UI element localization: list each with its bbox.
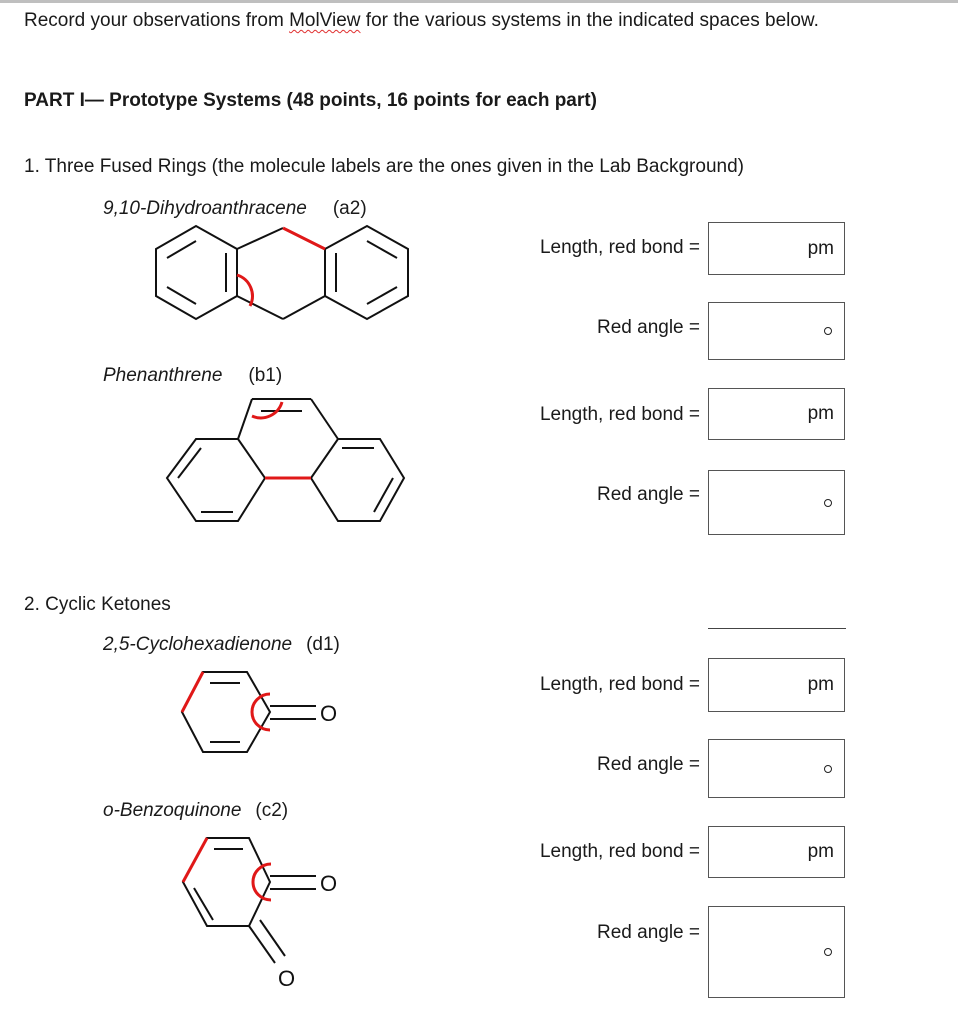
molecule-b1-code: (b1) <box>248 365 283 386</box>
a2-angle-answer-box[interactable] <box>708 302 845 360</box>
molecule-a2-name: 9,10-Dihydroanthracene <box>103 198 307 219</box>
red-bond-c2 <box>183 838 207 882</box>
red-angle-b1 <box>252 402 282 418</box>
instructions-after: for the various systems in the indicated spaces below. <box>360 10 819 31</box>
red-bond-d1 <box>182 672 203 712</box>
oxygen-d1: O <box>320 701 338 726</box>
d1-length-unit: pm <box>807 674 834 695</box>
molecule-b1-name: Phenanthrene <box>103 365 223 386</box>
d1-length-answer-box[interactable] <box>708 658 845 712</box>
instructions-before: Record your observations from <box>24 10 290 31</box>
c2-angle-answer-box[interactable] <box>708 906 845 998</box>
section2-title: 2. Cyclic Ketones <box>24 594 171 615</box>
b1-length-answer-box[interactable] <box>708 388 845 440</box>
structure-dihydroanthracene <box>156 226 408 319</box>
b1-angle-label: Red angle = <box>597 484 700 505</box>
structure-phenanthrene <box>167 399 404 521</box>
degree-symbol-icon <box>824 765 832 773</box>
b1-length-label: Length, red bond = <box>539 404 700 425</box>
a2-length-unit: pm <box>807 237 834 259</box>
degree-symbol-icon <box>824 327 832 335</box>
degree-symbol-icon <box>824 948 832 956</box>
divider-line <box>708 628 846 629</box>
b1-angle-answer-box[interactable] <box>708 470 845 535</box>
a2-length-label: Length, red bond = <box>539 237 700 258</box>
a2-length-answer-box[interactable] <box>708 222 845 275</box>
instructions-app-name: MolView <box>289 10 361 31</box>
structure-benzoquinone <box>183 838 316 963</box>
molecule-a2-code: (a2) <box>332 198 367 219</box>
c2-length-unit: pm <box>807 841 834 862</box>
degree-symbol-icon <box>824 499 832 507</box>
part-title: PART I— Prototype Systems (48 points, 16 points for each part) <box>24 90 597 111</box>
red-bond-a2 <box>283 228 325 249</box>
c2-length-label: Length, red bond = <box>539 841 700 862</box>
red-angle-d1 <box>252 694 270 730</box>
red-angle-c2 <box>253 864 271 900</box>
d1-length-label: Length, red bond = <box>539 674 700 695</box>
molecule-c2-code: (c2) <box>255 800 289 821</box>
oxygen-c2-ring: O <box>278 966 296 991</box>
c2-angle-label: Red angle = <box>597 922 700 943</box>
molecule-c2-name: o-Benzoquinone <box>103 800 242 821</box>
section1-title: 1. Three Fused Rings (the molecule labels are the ones given in the Lab Background) <box>24 156 744 177</box>
c2-length-answer-box[interactable] <box>708 826 845 878</box>
d1-angle-answer-box[interactable] <box>708 739 845 798</box>
d1-angle-label: Red angle = <box>597 754 700 775</box>
oxygen-c2-carbonyl: O <box>320 871 338 896</box>
molecule-d1-code: (d1) <box>306 634 340 655</box>
red-angle-a2 <box>237 275 252 306</box>
structure-cyclohexadienone <box>182 672 316 752</box>
molecule-d1-name: 2,5-Cyclohexadienone <box>103 634 293 655</box>
b1-length-unit: pm <box>807 403 834 424</box>
a2-angle-label: Red angle = <box>597 317 700 338</box>
